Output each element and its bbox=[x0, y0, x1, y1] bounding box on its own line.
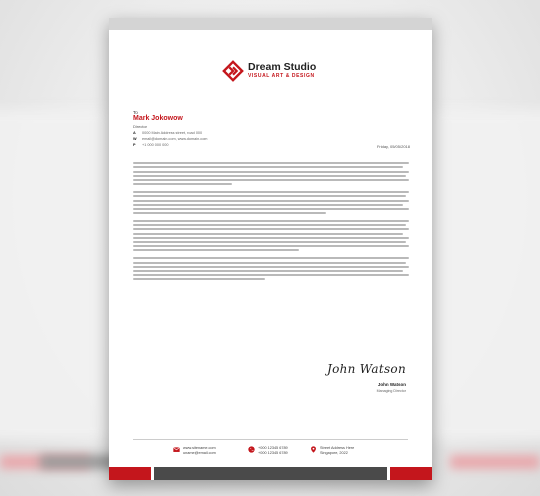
recipient-address: 0000 Main Address street, road 000 bbox=[142, 131, 203, 135]
phone-key: P bbox=[133, 143, 136, 147]
footer-phone-2: +000 12345 6789 bbox=[258, 451, 288, 455]
paragraph-1 bbox=[133, 162, 409, 185]
footer-address-1: Street Address Here bbox=[320, 446, 355, 450]
to-label: To bbox=[133, 110, 138, 115]
footer-divider bbox=[133, 439, 408, 440]
brand-name: Dream Studio bbox=[248, 61, 317, 73]
footer-email-2: uname@email.com bbox=[183, 451, 216, 455]
recipient-phone: +1 000 000 000 bbox=[142, 143, 169, 147]
signatory-name: John Watson bbox=[377, 382, 406, 387]
location-pin-icon bbox=[310, 446, 317, 453]
top-strip bbox=[109, 18, 432, 30]
phone-icon bbox=[248, 446, 255, 453]
paragraph-3 bbox=[133, 220, 409, 251]
bottom-bar-red-right bbox=[390, 467, 432, 480]
blur-red-right bbox=[450, 455, 540, 469]
footer-email bbox=[173, 446, 216, 456]
paragraph-4 bbox=[133, 257, 409, 280]
bottom-bar-gray bbox=[154, 467, 387, 480]
background-blur-left bbox=[0, 110, 110, 440]
footer-address-2: Singapore, 2022 bbox=[320, 451, 348, 455]
letter-date: Friday, 05/05/2018 bbox=[376, 144, 410, 149]
recipient-email: email@domain.com, www.domain.com bbox=[142, 137, 208, 141]
signature-script: John Watson bbox=[327, 362, 406, 376]
footer-phone-1: +000 12345 6789 bbox=[258, 446, 288, 450]
recipient-name: Mark Jokowow bbox=[133, 115, 183, 122]
letterhead-page bbox=[109, 18, 432, 480]
brand-logo bbox=[222, 60, 316, 82]
recipient-contacts bbox=[133, 131, 207, 149]
footer-phone bbox=[248, 446, 288, 456]
brand-logo-icon bbox=[222, 60, 244, 82]
address-key: A bbox=[133, 131, 136, 135]
brand-tagline: VISUAL ART & DESIGN bbox=[248, 73, 315, 79]
footer-address bbox=[310, 446, 354, 456]
paragraph-2 bbox=[133, 191, 409, 214]
footer-email-1: www.sitename.com bbox=[183, 446, 216, 450]
email-key: W bbox=[133, 137, 137, 141]
background-blur-right bbox=[430, 110, 540, 440]
letter-body bbox=[133, 160, 409, 286]
signatory-role: Managing Director bbox=[376, 389, 406, 393]
bottom-color-bar bbox=[109, 467, 432, 480]
mail-icon bbox=[173, 446, 180, 453]
recipient-title: Director bbox=[133, 124, 148, 129]
bottom-bar-red-left bbox=[109, 467, 151, 480]
